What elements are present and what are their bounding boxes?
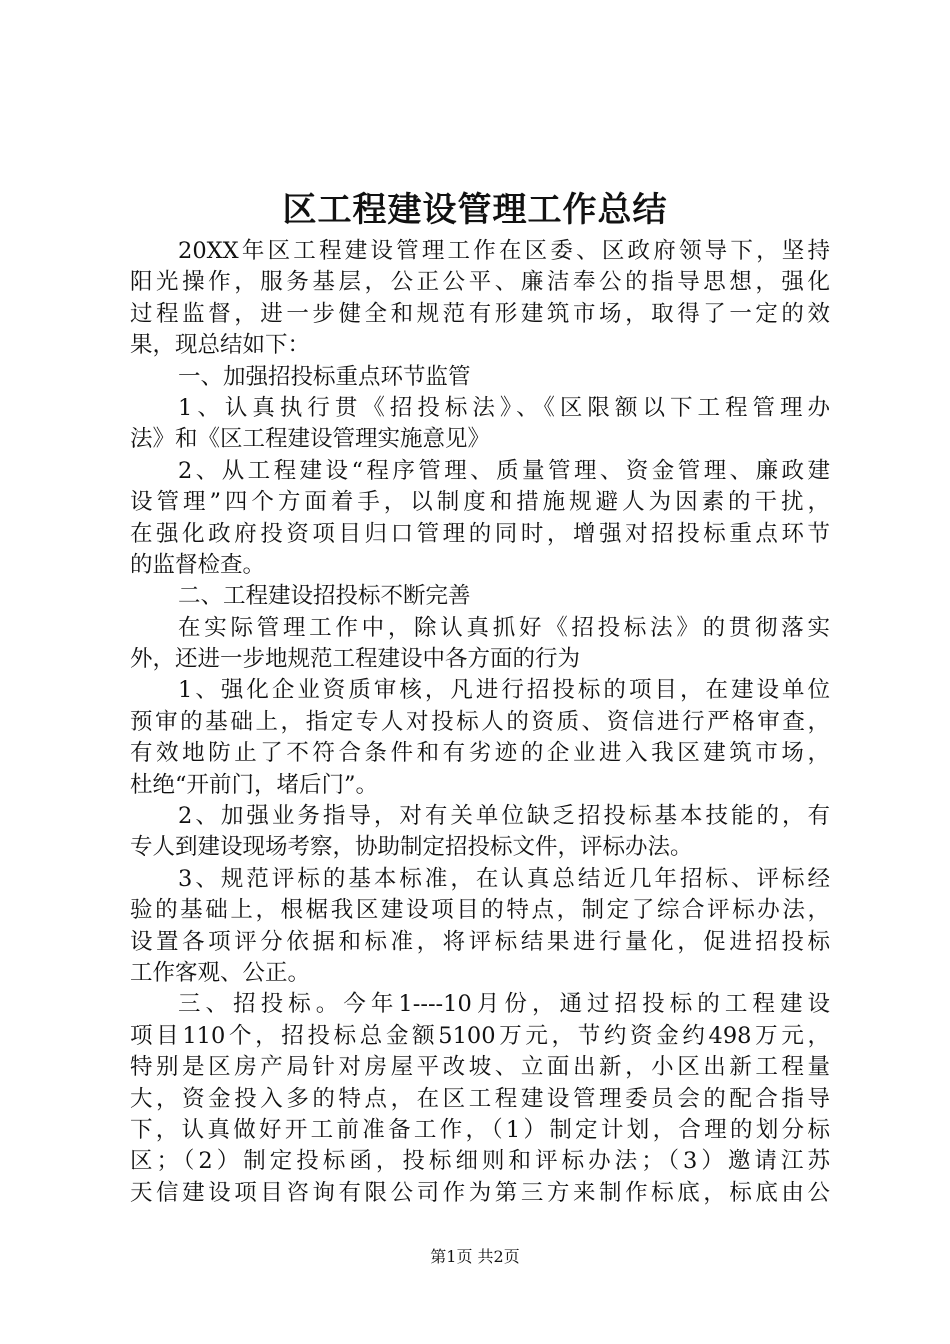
text-line: 项目110个，招投标总金额5100万元，节约资金约498万元， [130, 1022, 830, 1049]
text-line: 三、招投标。今年1----10月份，通过招投标的工程建设 [178, 991, 830, 1018]
text-line: 预审的基础上，指定专人对投标人的资质、资信进行严格审查， [130, 708, 830, 735]
text-line: 1、认真执行贯《招投标法》、《区限额以下工程管理办 [178, 394, 830, 421]
text-line: 2、加强业务指导，对有关单位缺乏招投标基本技能的，有 [178, 803, 830, 830]
text-line: 在实际管理工作中，除认真抓好《招投标法》的贯彻落实 [178, 614, 830, 641]
text-line: 区；（2）制定投标函，投标细则和评标办法；（3）邀请江苏 [130, 1148, 830, 1175]
text-line: 1、强化企业资质审核，凡进行招投标的项目，在建设单位 [178, 677, 830, 704]
text-line: 过程监督，进一步健全和规范有形建筑市场，取得了一定的效 [130, 300, 830, 327]
page-footer: 第1页 共2页 [430, 1247, 520, 1266]
document-body [130, 236, 830, 1209]
text-line: 法》和《区工程建设管理实施意见》 [130, 426, 491, 453]
text-line: 特别是区房产局针对房屋平改坡、立面出新，小区出新工程量 [130, 1054, 830, 1081]
text-line: 大，资金投入多的特点，在区工程建设管理委员会的配合指导 [130, 1085, 830, 1112]
text-line: 在强化政府投资项目归口管理的同时，增强对招投标重点环节 [130, 520, 830, 547]
text-line: 阳光操作，服务基层，公正公平、廉洁奉公的指导思想，强化 [130, 269, 830, 296]
text-line: 二、工程建设招投标不断完善 [178, 583, 471, 610]
text-line: 天信建设项目咨询有限公司作为第三方来制作标底，标底由公 [130, 1179, 830, 1206]
text-line: 设置各项评分依据和标准，将评标结果进行量化，促进招投标 [130, 928, 830, 955]
text-line: 有效地防止了不符合条件和有劣迹的企业进入我区建筑市场， [130, 740, 830, 767]
text-line: 下，认真做好开工前准备工作，（1）制定计划，合理的划分标 [130, 1116, 830, 1143]
text-line: 3、规范评标的基本标准，在认真总结近几年招标、评标经 [178, 865, 830, 892]
text-line: 的监督检查。 [130, 551, 266, 578]
text-line: 外，还进一步地规范工程建设中各方面的行为 [130, 646, 581, 673]
document-title: 区工程建设管理工作总结 [282, 190, 668, 230]
text-line: 杜绝“开前门，堵后门”。 [130, 771, 379, 798]
text-line: 一、加强招投标重点环节监管 [178, 363, 471, 390]
text-line: 20XX年区工程建设管理工作在区委、区政府领导下，坚持 [178, 238, 830, 264]
text-line: 设管理”四个方面着手，以制度和措施规避人为因素的干扰， [130, 489, 830, 516]
text-line: 专人到建设现场考察，协助制定招投标文件，评标办法。 [130, 834, 693, 861]
text-line: 果，现总结如下： [130, 332, 311, 359]
text-line: 工作客观、公正。 [130, 959, 311, 986]
text-line: 验的基础上，根椐我区建设项目的特点，制定了综合评标办法， [130, 897, 830, 924]
text-line: 2、从工程建设“程序管理、质量管理、资金管理、廉政建 [178, 457, 830, 484]
